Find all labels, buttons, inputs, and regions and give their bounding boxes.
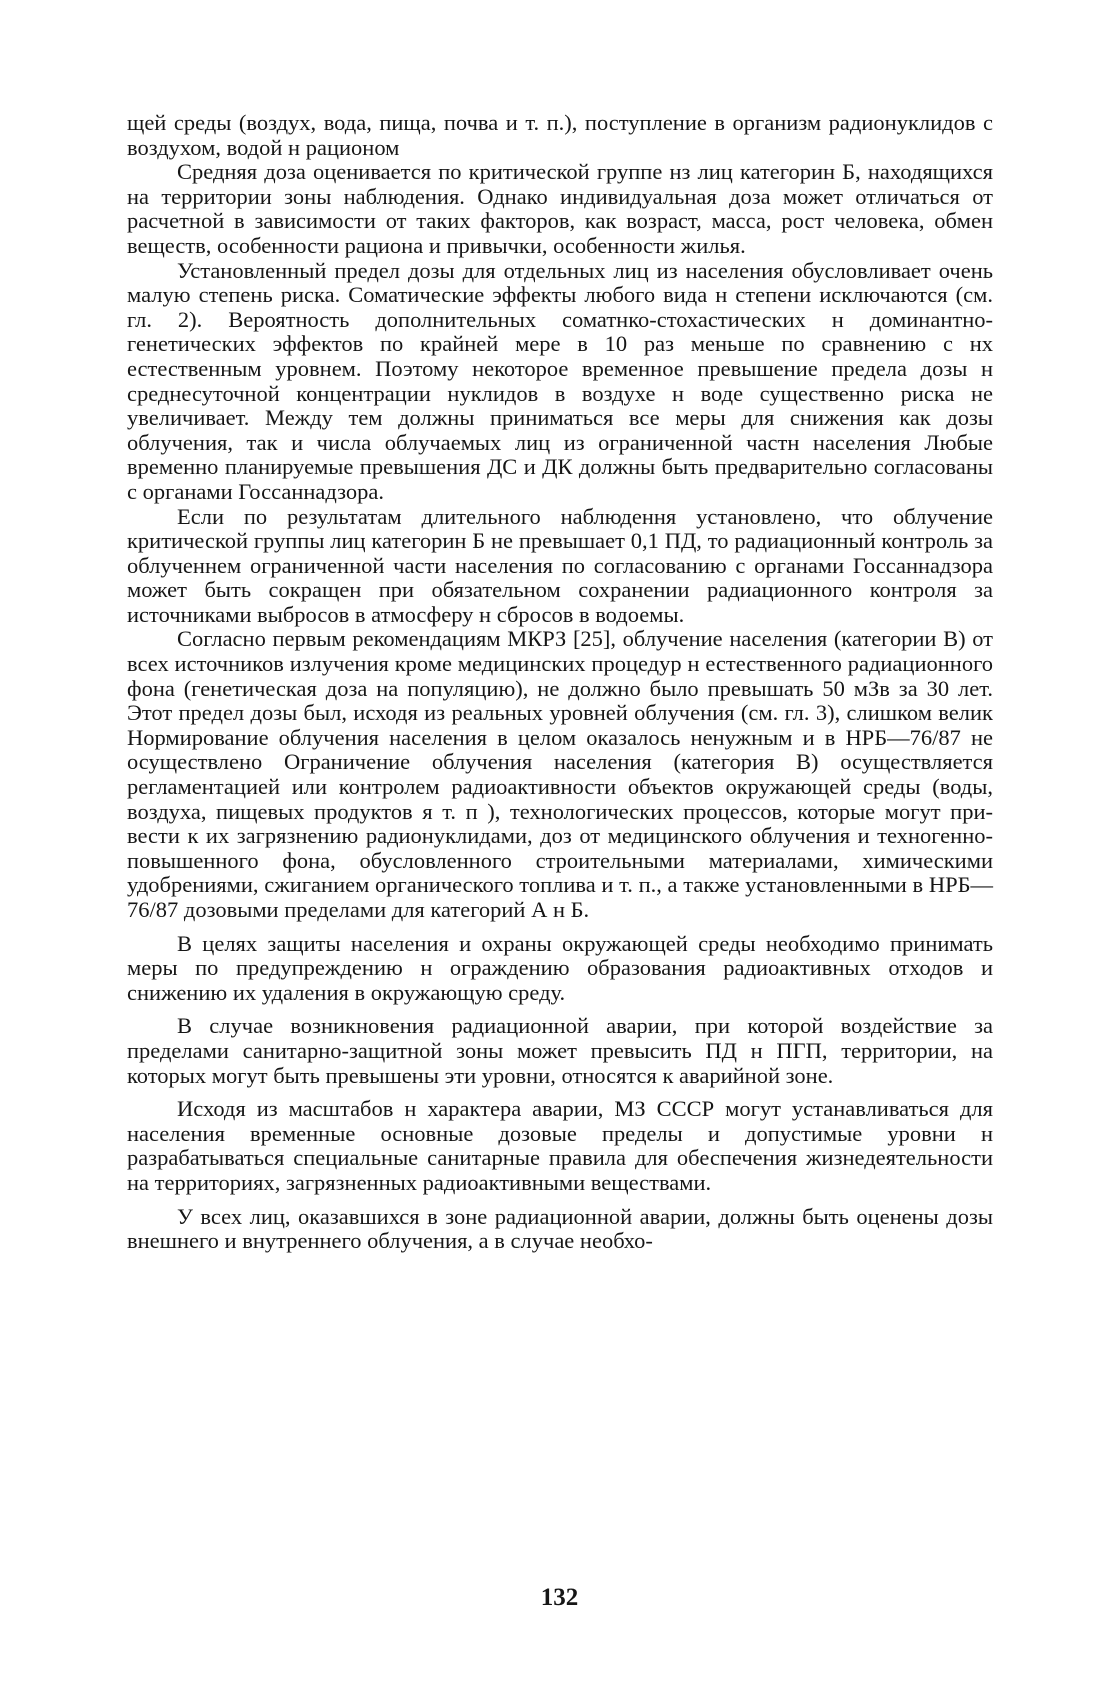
paragraph: Исходя из масштабов н характера аварии, МЗ СССР могут устанавливаться для населения временные основные дозовые пределы и допустимые уровни н разрабатываться специальные санитарные правила для обеспечения жизнедеятельности на территориях, загрязненных радиоактивными веществами. — [127, 1096, 993, 1195]
body-text — [127, 111, 993, 1254]
paragraph: В случае возникновения радиационной аварии, при которой воздействие за пределами санитарно-защитной зоны может превысить ПД н ПГП, территории, на которых могут быть превышены эти уровни, относятся к аварийной зоне. — [127, 1013, 993, 1088]
paragraph: В целях защиты населения и охраны окружающей среды необходимо принимать меры по предупреждению н ограждению образования радиоактивных отходов и снижению их удаления в окружающую среду. — [127, 930, 993, 1005]
paragraph: Если по результатам длительного наблюдення установлено, что облучение критической группы лиц категорин Б не превышает 0,1 ПД, то радиационный контроль за облученнем ограниченной части населения по согласованию с органами Госсаннадзора может быть сокращен при обязательном сохранении радиационного контроля за источниками выбросов в атмосферу н сбросов в водоемы. — [127, 503, 993, 627]
paragraph-continued: щей среды (воздух, вода, пища, почва и т. п.), поступление в организм радионуклидов с воздухом, водой н рационом — [127, 110, 993, 160]
paragraph: Средняя доза оценивается по критической группе нз лиц категорин Б, находящихся на территории зоны наблюдения. Однако индивидуальная доза может отличаться от расчетной в зависимости от таких факторов, как возраст, масса, рост человека, обмен веществ, особенности рациона и привычки, особенности жилья. — [127, 159, 993, 258]
paragraph: Согласно первым рекомендациям МКРЗ [25], облучение населения (категории В) от всех источников излучения кроме медицинских процедур н естественного радиационного фона (генетическая доза на популяцию), не должно было превышать 50 мЗв за 30 лет. Этот предел дозы был, исходя из реальных уровней облучения (см. гл. 3), слишком велик Нормирование облучения населения в целом оказалось ненужным и в НРБ—76/87 не осуществлено Ограничение облучения населения (категория В) осуществляется регламентацией или контролем радиоактивности объектов окружающей среды (воды, воздуха, пищевых продуктов я т. п ), технологических процессов, которые могут привести к их загрязнению радионуклидами, доз от медицинского облучения и техногенно-повышенного фона, обусловленного строительными материалами, химическими удобрениями, сжиганием органического топлива и т. п., а также установленными в НРБ—76/87 дозовыми пределами для категорий А н Б. — [127, 626, 993, 922]
page-number: 132 — [540, 1584, 579, 1611]
paragraph: У всех лиц, оказавшихся в зоне радиационной аварии, должны быть оценены дозы внешнего и внутреннего облучения, а в случае необхо- — [127, 1203, 993, 1254]
paragraph: Установленный предел дозы для отдельных лиц из населения обусловливает очень малую степень риска. Соматические эффекты любого вида н степени исключаются (см. гл. 2). Вероятность дополнительных соматнко-стохастических н доминантно-генетических эффектов по крайней мере в 10 раз меньше по сравнению с нх естественным уровнем. Поэтому некоторое временное превышение предела дозы н среднесуточной концентрации нуклидов в воздухе н воде существенно риска не увеличивает. Между тем должны приниматься все меры для снижения как дозы облучения, так и числа облучаемых лиц из ограниченной частн населения Любые временно планируемые превышения ДС и ДК должны быть предварительно согласованы с органами Госсаннадзора. — [127, 257, 993, 504]
